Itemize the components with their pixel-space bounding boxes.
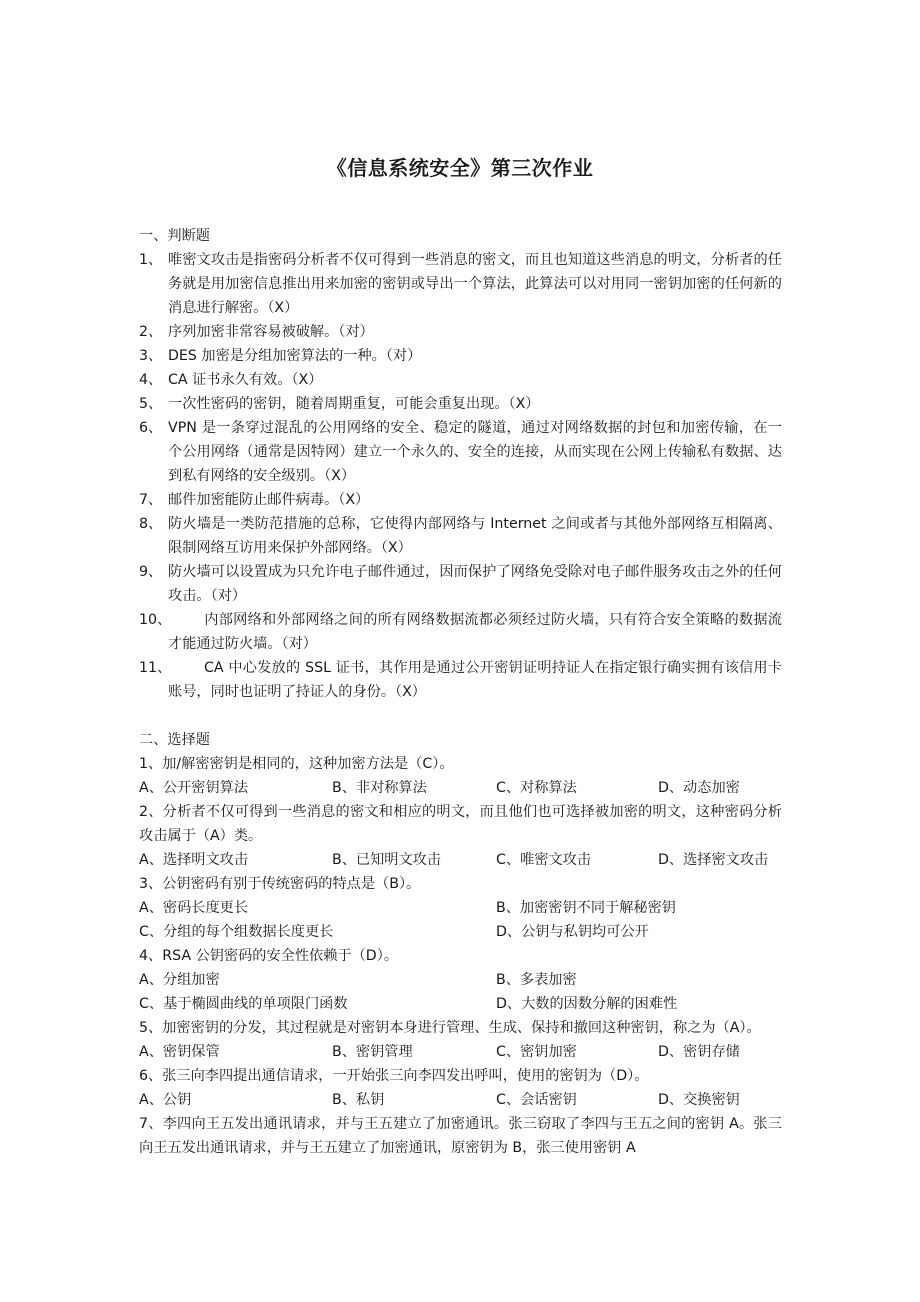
- option-b: B、非对称算法: [332, 780, 427, 796]
- option-d: D、选择密文攻击: [658, 852, 769, 868]
- section-heading-multiple-choice: 二、选择题: [139, 732, 210, 748]
- option-a: A、分组加密: [139, 972, 220, 988]
- option-b: B、私钥: [332, 1092, 385, 1108]
- item-text: 序列加密非常容易被破解。（对）: [168, 324, 374, 340]
- option-row: [139, 992, 782, 1016]
- option-c: C、唯密文攻击: [496, 852, 592, 868]
- document-body: [139, 224, 782, 1160]
- question-stem: 7、李四向王五发出通讯请求，并与王五建立了加密通讯。张三窃取了李四与王五之间的密钥 A。张三向王五发出通讯请求，并与王五建立了加密通讯，原密钥为 B，张三使用密钥 A: [139, 1116, 782, 1156]
- document-title: 《信息系统安全》第三次作业: [326, 156, 594, 180]
- option-c: C、会话密钥: [496, 1092, 577, 1108]
- option-a: A、公开密钥算法: [139, 780, 249, 796]
- option-c: C、基于椭圆曲线的单项限门函数: [139, 996, 348, 1012]
- item-number: 9、: [139, 564, 163, 580]
- item-text: CA 中心发放的 SSL 证书，其作用是通过公开密钥证明持证人在指定银行确实拥有该信用卡账号，同时也证明了持证人的身份。（X）: [168, 660, 782, 700]
- option-row: [139, 920, 782, 944]
- option-c: C、密钥加密: [496, 1044, 577, 1060]
- option-b: B、多表加密: [496, 972, 577, 988]
- option-d: D、公钥与私钥均可公开: [496, 924, 649, 940]
- option-row: [139, 848, 782, 872]
- true-false-item: [139, 392, 782, 416]
- item-number: 1、: [139, 252, 163, 268]
- multiple-choice-list: [139, 752, 782, 1160]
- item-number: 2、: [139, 324, 163, 340]
- question-stem: 1、加/解密密钥是相同的，这种加密方法是（C）。: [139, 756, 454, 772]
- option-d: D、大数的因数分解的困难性: [496, 996, 678, 1012]
- item-text: 内部网络和外部网络之间的所有网络数据流都必须经过防火墙，只有符合安全策略的数据流才能通过防火墙。（对）: [168, 612, 782, 652]
- item-number: 10、: [139, 612, 172, 628]
- true-false-item: [139, 320, 782, 344]
- item-text-wrapper: [168, 656, 782, 704]
- section-spacer: [139, 704, 782, 728]
- true-false-item: [139, 488, 782, 512]
- option-a: A、密码长度更长: [139, 900, 249, 916]
- true-false-item: [139, 512, 782, 560]
- option-d: D、密钥存储: [658, 1044, 740, 1060]
- true-false-list: [139, 248, 782, 704]
- item-number: 6、: [139, 420, 163, 436]
- option-a: A、选择明文攻击: [139, 852, 249, 868]
- item-text: DES 加密是分组加密算法的一种。（对）: [168, 348, 422, 364]
- item-number: 8、: [139, 516, 163, 532]
- option-b: B、已知明文攻击: [332, 852, 442, 868]
- item-text: 唯密文攻击是指密码分析者不仅可得到一些消息的密文，而且也知道这些消息的明文，分析者的任务就是用加密信息推出用来加密的密钥或导出一个算法，此算法可以对用同一密钥加密的任何新的消息进行解密。（X）: [168, 252, 782, 316]
- option-b: B、密钥管理: [332, 1044, 413, 1060]
- question-stem: 3、公钥密码有别于传统密码的特点是（B）。: [139, 876, 421, 892]
- option-row: [139, 968, 782, 992]
- item-text: 一次性密码的密钥，随着周期重复，可能会重复出现。（X）: [168, 396, 540, 412]
- true-false-item: [139, 560, 782, 608]
- question-stem: 2、分析者不仅可得到一些消息的密文和相应的明文，而且他们也可选择被加密的明文，这种密码分析攻击属于（A）类。: [139, 804, 782, 844]
- true-false-item: [139, 608, 782, 656]
- option-c: C、对称算法: [496, 780, 577, 796]
- option-row: [139, 896, 782, 920]
- item-number: 4、: [139, 372, 163, 388]
- option-row: [139, 776, 782, 800]
- option-d: D、动态加密: [658, 780, 740, 796]
- item-number: 3、: [139, 348, 163, 364]
- item-text: CA 证书永久有效。（X）: [168, 372, 323, 388]
- item-number: 11、: [139, 660, 172, 676]
- question-stem: 5、加密密钥的分发，其过程就是对密钥本身进行管理、生成、保持和撤回这种密钥，称之为（A）。: [139, 1020, 761, 1036]
- option-row: [139, 1040, 782, 1064]
- item-number: 7、: [139, 492, 163, 508]
- true-false-item: [139, 368, 782, 392]
- option-c: C、分组的每个组数据长度更长: [139, 924, 334, 940]
- item-number: 5、: [139, 396, 163, 412]
- true-false-item: [139, 656, 782, 704]
- option-d: D、交换密钥: [658, 1092, 740, 1108]
- option-b: B、加密密钥不同于解秘密钥: [496, 900, 676, 916]
- true-false-item: [139, 248, 782, 320]
- true-false-item: [139, 416, 782, 488]
- item-text: 防火墙可以设置成为只允许电子邮件通过，因而保护了网络免受除对电子邮件服务攻击之外的任何攻击。（对）: [168, 564, 782, 604]
- question-stem: 4、RSA 公钥密码的安全性依赖于（D）。: [139, 948, 399, 964]
- true-false-item: [139, 344, 782, 368]
- option-row: [139, 1088, 782, 1112]
- item-text: 防火墙是一类防范措施的总称，它使得内部网络与 Internet 之间或者与其他外部网络互相隔离、限制网络互访用来保护外部网络。（X）: [168, 516, 782, 556]
- item-text-wrapper: [168, 608, 782, 656]
- question-stem: 6、张三向李四提出通信请求，一开始张三向李四发出呼叫，使用的密钥为（D）。: [139, 1068, 649, 1084]
- section-heading-true-false: 一、判断题: [139, 228, 210, 244]
- option-a: A、密钥保管: [139, 1044, 220, 1060]
- option-a: A、公钥: [139, 1092, 192, 1108]
- item-text: 邮件加密能防止邮件病毒。（X）: [168, 492, 370, 508]
- item-text: VPN 是一条穿过混乱的公用网络的安全、稳定的隧道，通过对网络数据的封包和加密传输，在一个公用网络（通常是因特网）建立一个永久的、安全的连接，从而实现在公网上传输私有数据、达到私有网络的安全级别。（X）: [168, 420, 782, 484]
